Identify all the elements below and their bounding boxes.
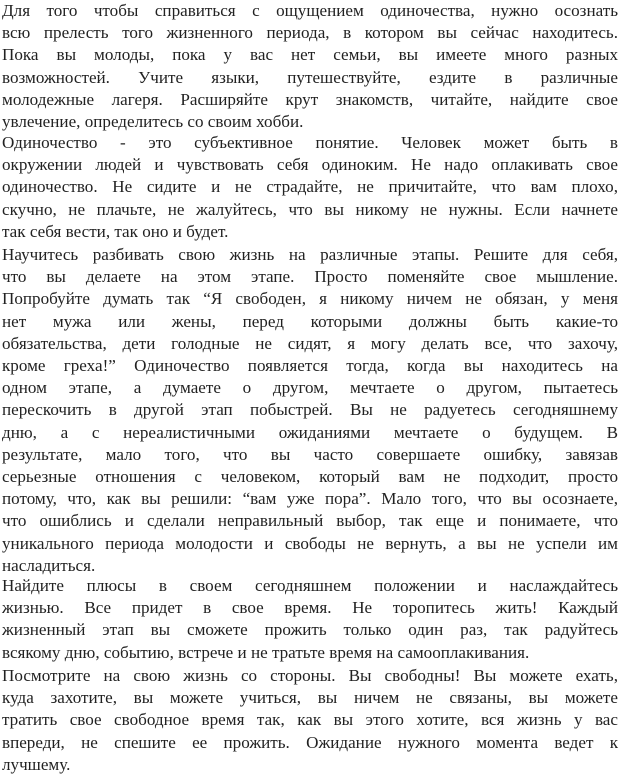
text-line: серьезные отношения с человеком, который вам не подходит, просто [2, 467, 618, 487]
paragraph-1 [2, 0, 618, 133]
text-line: впереди, не спешите ее прожить. Ожидание нужного момента ведет к [2, 732, 618, 752]
text-line: насладиться. [2, 555, 96, 575]
text-line: дню, а с нереалистичными ожиданиями мечтаете о будущем. В [2, 422, 618, 442]
text-line: всю прелесть того жизненного периода, в котором вы сейчас находитесь. [2, 23, 618, 43]
text-line: Найдите плюсы в своем сегодняшнем положении и наслаждайтесь [2, 576, 618, 595]
text-line: жизнью. Все придет в свое время. Не торопитесь жить! Каждый [2, 598, 618, 618]
text-line: всякому дню, событию, встрече и не тратьте время на самооплакивания. [2, 642, 530, 662]
text-line: Попробуйте думать так “Я свободен, я никому ничем не обязан, у меня [2, 289, 618, 309]
text-line: окружении людей и чувствовать себя одиноким. Не надо оплакивать свое [2, 155, 618, 175]
text-line: Научитесь разбивать свою жизнь на различные этапы. Решите для себя, [2, 245, 618, 264]
text-line: лучшему. [2, 754, 71, 774]
text-line: так себя вести, так оно и будет. [2, 221, 229, 241]
text-line: Посмотрите на свою жизнь со стороны. Вы свободны! Вы можете ехать, [2, 666, 618, 685]
text-line: одиночество. Не сидите и не страдайте, не причитайте, что вам плохо, [2, 177, 618, 197]
text-line: тратить свое свободное время так, как вы этого хотите, вся жизнь у вас [2, 710, 618, 730]
text-line: результате, мало того, что вы часто совершаете ошибку, завязав [2, 444, 618, 464]
paragraph-4 [2, 575, 618, 664]
text-line: Пока вы молоды, пока у вас нет семьи, вы имеете много разных [2, 45, 618, 65]
text-line: одном этапе, а думаете о другом, мечтаете о другом, пытаетесь [2, 378, 618, 398]
paragraph-2 [2, 132, 618, 243]
text-line: молодежные лагеря. Расширяйте крут знакомств, читайте, найдите свое [2, 89, 618, 109]
text-line: уникального периода молодости и свободы не вернуть, а вы не успели им [2, 533, 618, 553]
text-line: нет мужа или жены, перед которыми должны быть какие-то [2, 311, 618, 331]
text-line: жизненный этап вы сможете прожить только один раз, так радуйтесь [2, 620, 618, 640]
text-line: потому, что, как вы решили: “вам уже пора”. Мало того, что вы осознаете, [2, 489, 618, 509]
paragraph-3 [2, 244, 618, 577]
text-line: обязательства, дети голодные не сидят, я могу делать все, что захочу, [2, 333, 618, 353]
text-line: что вы делаете на этом этапе. Просто поменяйте свое мышление. [2, 267, 618, 287]
text-line: куда захотите, вы можете учиться, вы ничем не связаны, вы можете [2, 688, 618, 708]
text-line: возможностей. Учите языки, путешествуйте, ездите в различные [2, 67, 618, 87]
text-line: Одиночество - это субъективное понятие. Человек может быть в [2, 133, 618, 152]
text-line: перескочить в другой этап побыстрей. Вы не радуетесь сегодняшнему [2, 400, 618, 420]
text-line: Для того чтобы справиться с ощущением одиночества, нужно осознать [2, 1, 618, 20]
text-line: что ошиблись и сделали неправильный выбор, так еще и понимаете, что [2, 511, 618, 531]
text-line: скучно, не плачьте, не жалуйтесь, что вы никому не нужны. Если начнете [2, 199, 618, 219]
text-line: кроме греха!” Одиночество появляется тогда, когда вы находитесь на [2, 356, 618, 376]
text-line: увлечение, определитесь со своим хобби. [2, 112, 304, 132]
paragraph-5 [2, 665, 618, 776]
